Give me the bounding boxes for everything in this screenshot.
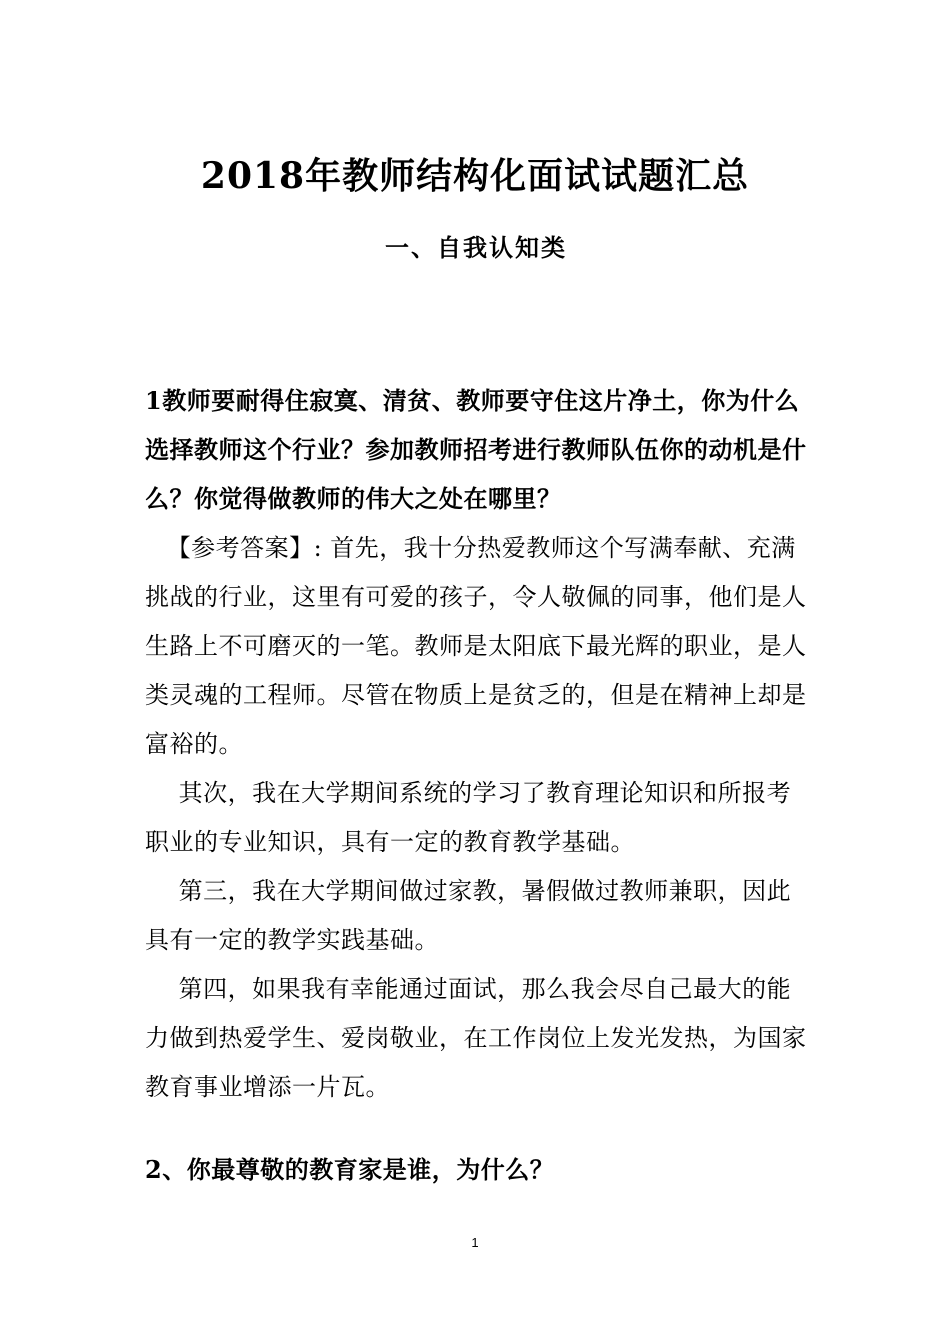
answer-paragraph-1-text: : 首先，我十分热爱教师这个写满奉献、充满挑战的行业，这里有可爱的孩子，令人敬佩的同事，他们是人生路上不可磨灭的一笔。教师是太阳底下最光辉的职业，是人类灵魂的工程师。尽管在物质上是贫乏的，但是在精神上却是富裕的。 [145,534,807,758]
answer-paragraph-4: 第四，如果我有幸能通过面试，那么我会尽自己最大的能力做到热爱学生、爱岗敬业，在工作岗位上发光发热，为国家教育事业增添一片瓦。 [145,975,807,1101]
section-heading: 一、自我认知类 [385,233,567,262]
answer-label: 【参考答案】 [166,534,314,562]
question-2: 2、你最尊敬的教育家是谁，为什么？ [145,1155,555,1184]
question-1: 1教师要耐得住寂寞、清贫、教师要守住这片净土，你为什么选择教师这个行业？参加教师招考进行教师队伍你的动机是什么？你觉得做教师的伟大之处在哪里？ [145,386,807,513]
answer-paragraph-1 [145,524,810,769]
answer-paragraph-3: 第三，我在大学期间做过家教，暑假做过教师兼职，因此具有一定的教学实践基础。 [145,877,792,954]
document-title: 2018年教师结构化面试试题汇总 [200,155,750,198]
answer-paragraph-2: 其次，我在大学期间系统的学习了教育理论知识和所报考职业的专业知识，具有一定的教育教学基础。 [145,779,792,856]
page-number: 1 [471,1235,479,1250]
answer-1 [145,524,810,1112]
